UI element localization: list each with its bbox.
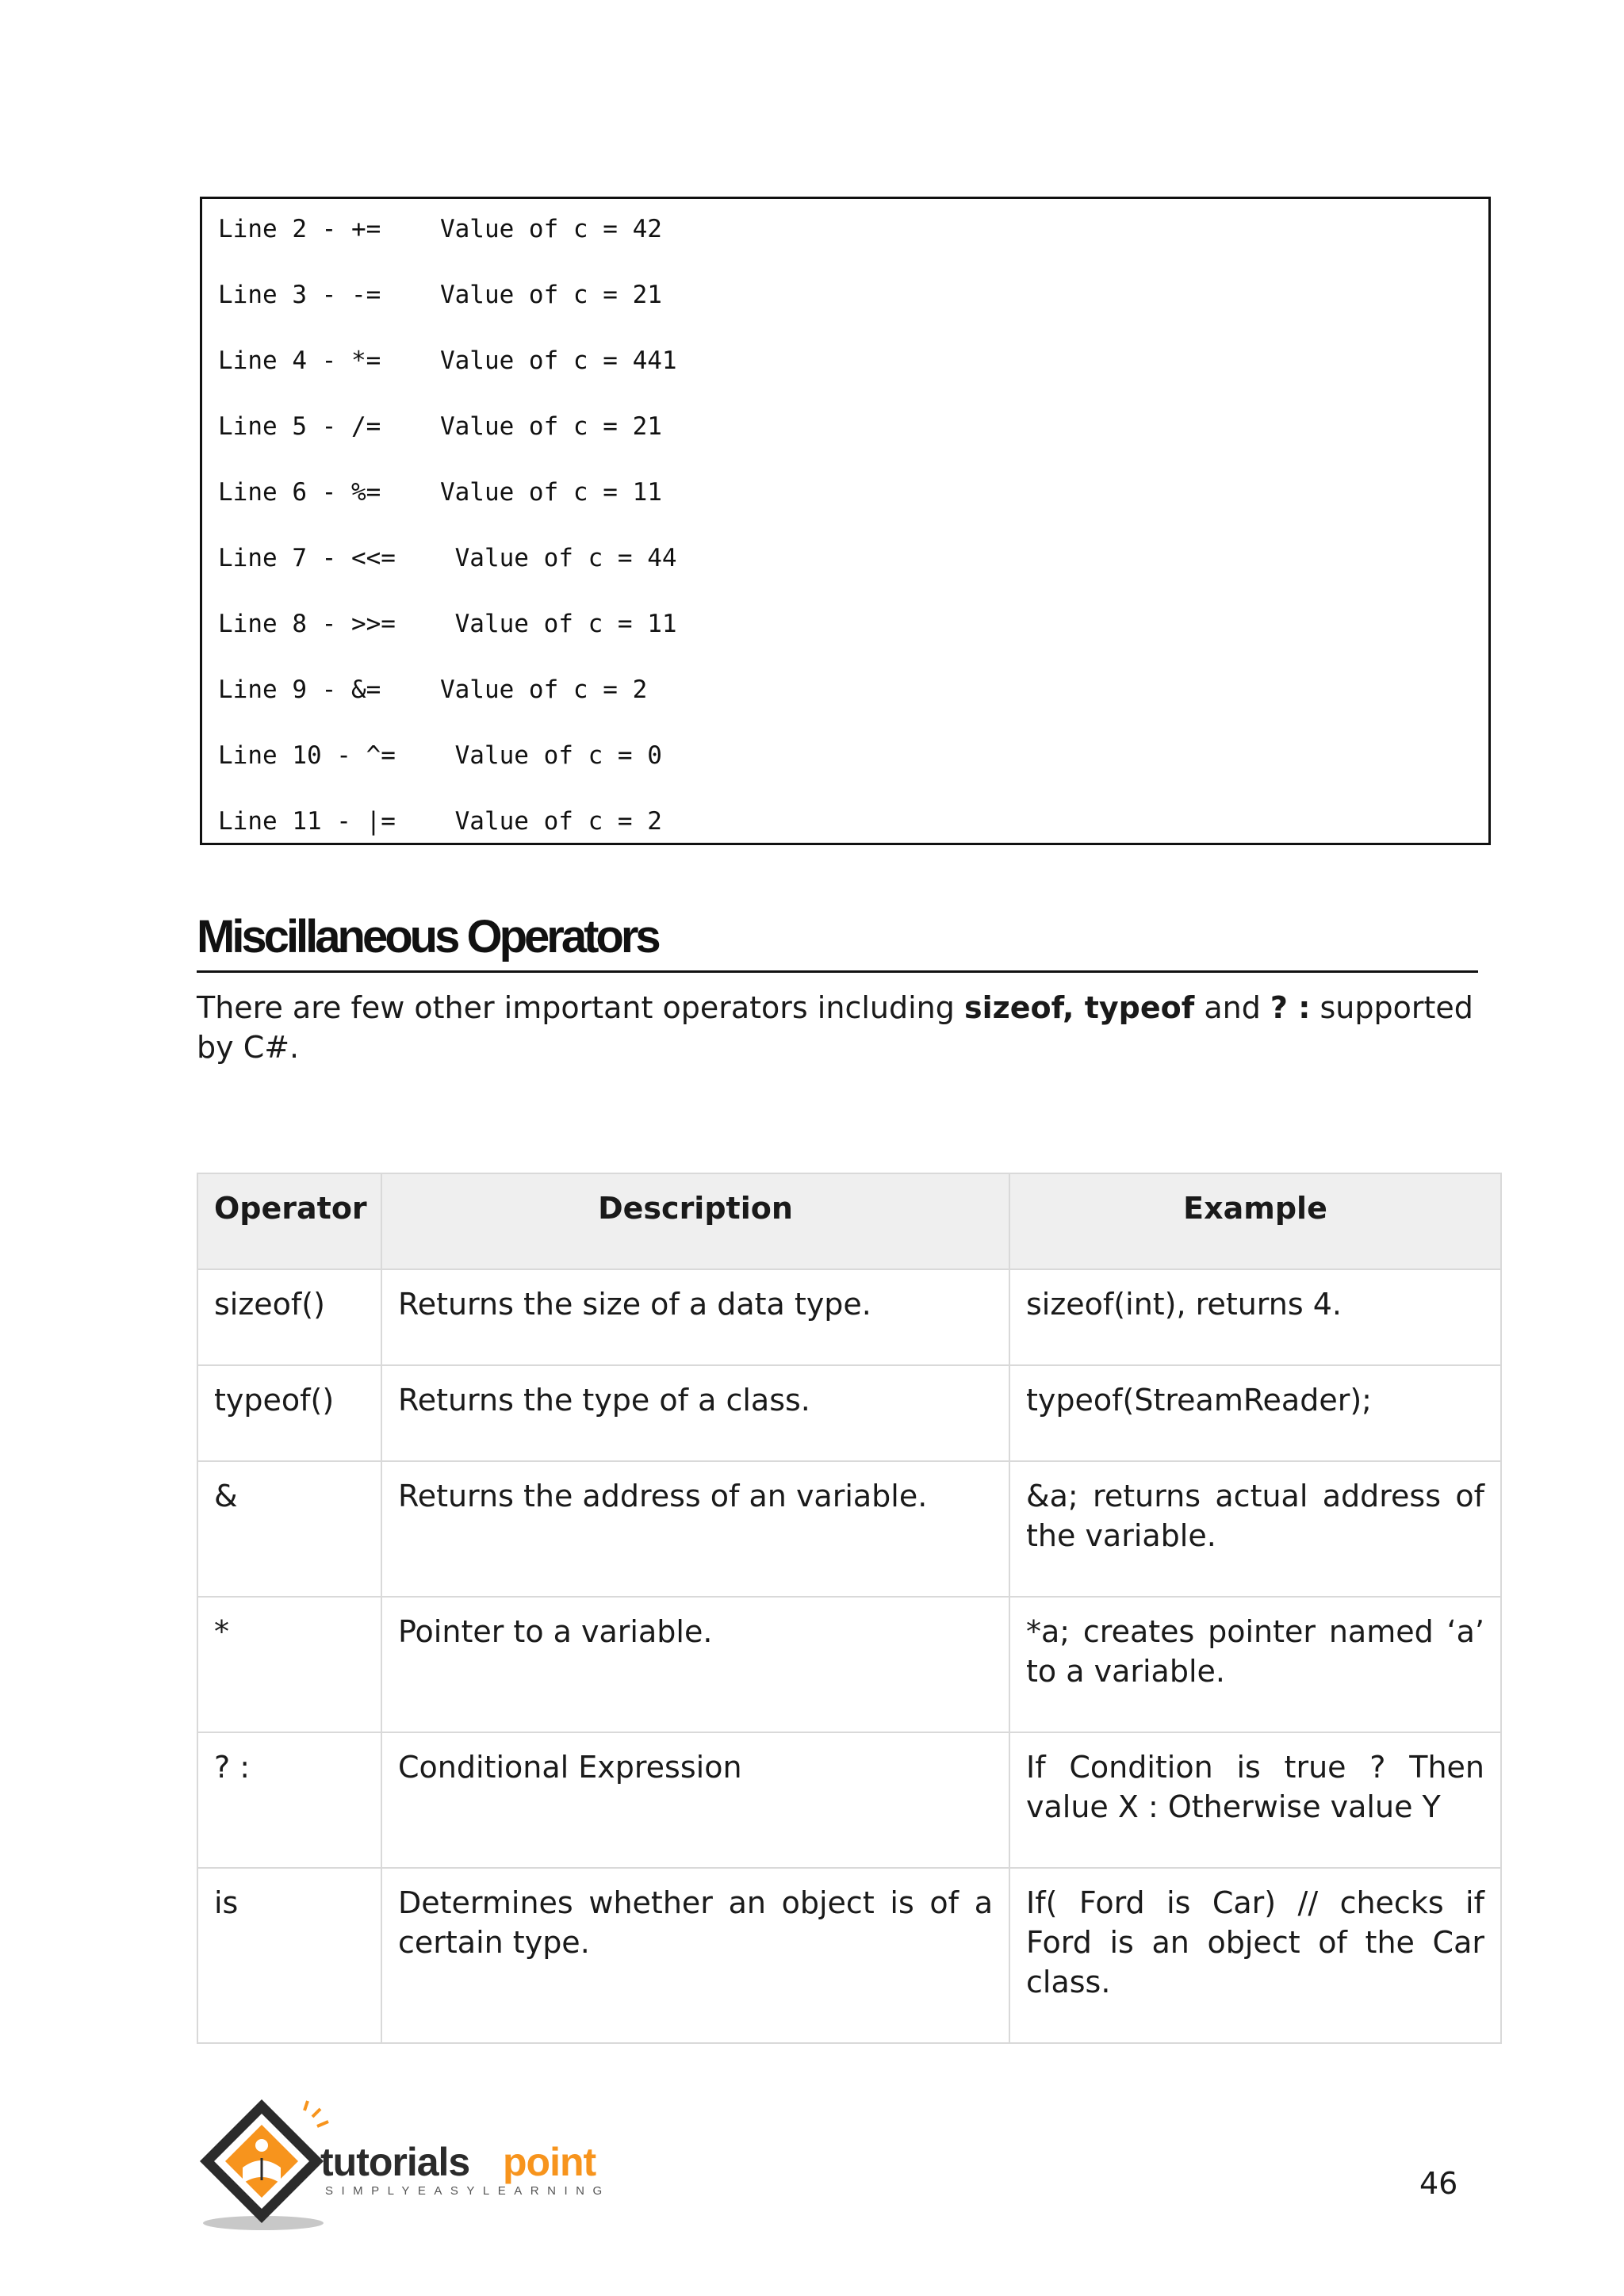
cell-operator: is <box>197 1868 381 2043</box>
cell-example: typeof(StreamReader); <box>1009 1365 1501 1461</box>
header-description: Description <box>381 1173 1009 1269</box>
logo-tagline: SIMPLYEASYLEARNING <box>325 2184 611 2198</box>
cell-example: If( Ford is Car) // checks if Ford is an object of the Car class. <box>1009 1868 1501 2043</box>
table-row <box>197 1461 1501 1597</box>
cell-operator: typeof() <box>197 1365 381 1461</box>
cell-example: If Condition is true ? Then value X : Otherwise value Y <box>1009 1732 1501 1868</box>
cell-description: Returns the address of an variable. <box>381 1461 1009 1597</box>
cell-description: Conditional Expression <box>381 1732 1009 1868</box>
table-row <box>197 1597 1501 1732</box>
table-row <box>197 1868 1501 2043</box>
cell-description: Determines whether an object is of a certain type. <box>381 1868 1009 2043</box>
intro-text: supported by C#. <box>197 990 1473 1065</box>
code-line: Line 8 - >>= Value of c = 11 <box>218 610 677 638</box>
logo-text-point: point <box>503 2140 596 2184</box>
intro-paragraph <box>197 988 1478 1067</box>
heading-underline <box>197 970 1478 973</box>
table-header-row <box>197 1173 1501 1269</box>
logo-diamond-icon <box>200 2099 328 2230</box>
code-line: Line 7 - <<= Value of c = 44 <box>218 544 677 572</box>
code-line: Line 5 - /= Value of c = 21 <box>218 412 662 441</box>
cell-example: *a; creates pointer named ‘a’ to a variable. <box>1009 1597 1501 1732</box>
cell-description: Pointer to a variable. <box>381 1597 1009 1732</box>
tutorialspoint-logo <box>193 2093 653 2236</box>
header-operator: Operator <box>197 1173 381 1269</box>
intro-text: There are few other important operators including <box>197 990 964 1025</box>
intro-bold-conditional: ? : <box>1270 990 1311 1025</box>
cell-operator: & <box>197 1461 381 1597</box>
intro-bold-sizeof-typeof: sizeof, typeof <box>963 990 1195 1025</box>
cell-example: &a; returns actual address of the variable. <box>1009 1461 1501 1597</box>
header-example: Example <box>1009 1173 1501 1269</box>
code-line: Line 3 - -= Value of c = 21 <box>218 281 662 309</box>
cell-example: sizeof(int), returns 4. <box>1009 1269 1501 1365</box>
code-line: Line 11 - |= Value of c = 2 <box>218 807 662 836</box>
table-row <box>197 1365 1501 1461</box>
section-heading: Miscillaneous Operators <box>197 911 658 962</box>
code-line: Line 4 - *= Value of c = 441 <box>218 346 677 375</box>
logo-text-tutorials: tutorials <box>320 2140 470 2184</box>
table-row <box>197 1269 1501 1365</box>
intro-text: and <box>1194 990 1270 1025</box>
operators-table <box>197 1173 1502 2044</box>
cell-operator: * <box>197 1597 381 1732</box>
code-line: Line 10 - ^= Value of c = 0 <box>218 741 662 770</box>
cell-description: Returns the size of a data type. <box>381 1269 1009 1365</box>
cell-operator: ? : <box>197 1732 381 1868</box>
code-line: Line 9 - &= Value of c = 2 <box>218 675 648 704</box>
code-line: Line 2 - += Value of c = 42 <box>218 215 662 243</box>
code-output-box <box>200 197 1491 845</box>
page-number: 46 <box>1419 2166 1458 2201</box>
table-row <box>197 1732 1501 1868</box>
cell-operator: sizeof() <box>197 1269 381 1365</box>
code-line: Line 6 - %= Value of c = 11 <box>218 478 662 507</box>
cell-description: Returns the type of a class. <box>381 1365 1009 1461</box>
